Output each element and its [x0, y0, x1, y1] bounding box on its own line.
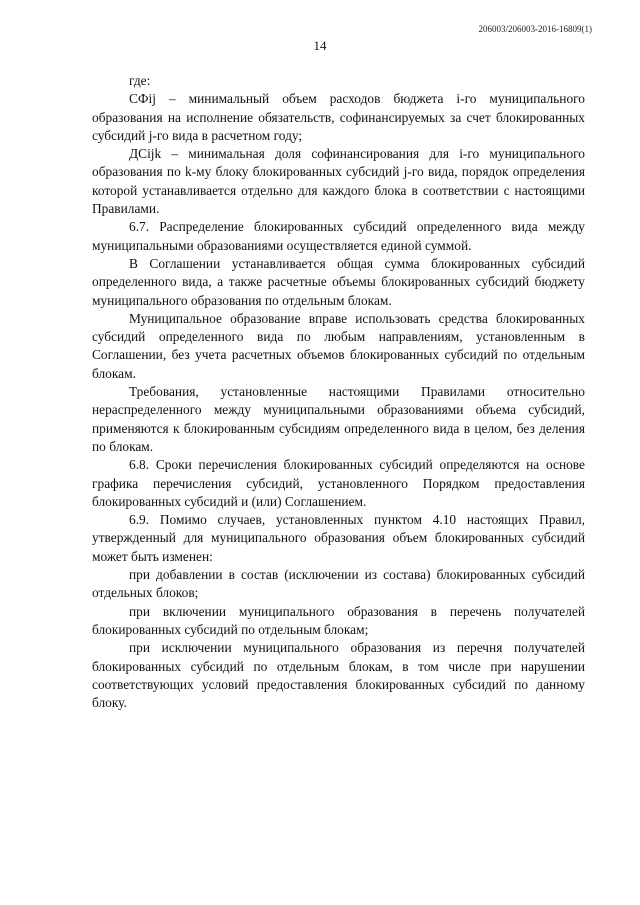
paragraph-definition-ds: ДСijk – минимальная доля софинансирования для i-го муниципального образования по k-му блоку блокированных субсидий j-го вида, порядок определения которой устанавливается отдельно для каждого блока в соответствии с настоящими Правилами.	[92, 146, 585, 217]
list-item-inclusion: при включении муниципального образования в перечень получателей блокированных субсидий по отдельным блокам;	[92, 603, 585, 637]
list-item-adding-blocks: при добавлении в состав (исключении из состава) блокированных субсидий отдельных блоков;	[92, 567, 585, 601]
document-id: 206003/206003-2016-16809(1)	[478, 24, 592, 34]
paragraph-6-9: 6.9. Помимо случаев, установленных пунктом 4.10 настоящих Правил, утвержденный для муниципального образования объем блокированных субсидий может быть изменен:	[92, 512, 585, 564]
document-body	[92, 72, 585, 712]
paragraph-where: где:	[129, 73, 151, 88]
paragraph-6-8: 6.8. Сроки перечисления блокированных субсидий определяются на основе графика перечисления субсидий, установленного Порядком предоставления блокированных субсидий и (или) Соглашением.	[92, 457, 585, 509]
list-item-exclusion: при исключении муниципального образования из перечня получателей блокированных субсидий по отдельным блокам, в том числе при нарушении соответствующих условий предоставления блокированных субсидий по данному блоку.	[92, 640, 585, 711]
paragraph-6-7: 6.7. Распределение блокированных субсидий определенного вида между муниципальными образованиями осуществляется единой суммой.	[92, 219, 585, 253]
paragraph-agreement-sum: В Соглашении устанавливается общая сумма блокированных субсидий определенного вида, а также расчетные объемы блокированных субсидий бюджету муниципального образования по отдельным блокам.	[92, 255, 585, 308]
paragraph-requirements: Требования, установленные настоящими Правилами относительно нераспределенного между муниципальными образованиями объема субсидий, применяются к блокированным субсидиям определенного вида в целом, без деления по блокам.	[92, 384, 585, 454]
paragraph-definition-sf: СФij – минимальный объем расходов бюджета i-го муниципального образования на исполнение обязательств, софинансируемых за счет блокированных субсидий j-го вида в расчетном году;	[92, 91, 585, 143]
page-number: 14	[313, 38, 327, 53]
paragraph-municipality-rights: Муниципальное образование вправе использовать средства блокированных субсидий определенного вида по любым направлениям, установленным в Соглашении, без учета расчетных объемов блокированных субсидий по отдельным блокам.	[92, 310, 585, 381]
